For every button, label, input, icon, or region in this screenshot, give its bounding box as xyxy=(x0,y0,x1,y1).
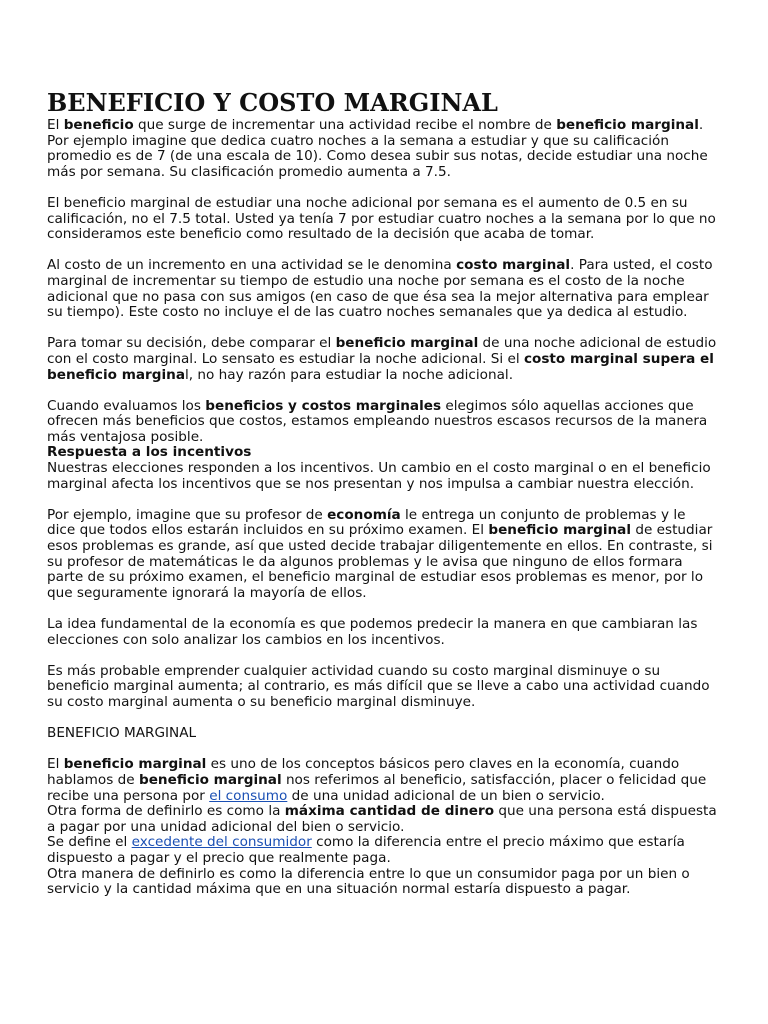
text-run: como la diferencia entre el precio máximo que estaría dispuesto a pagar y el precio que realmente paga. xyxy=(47,834,685,866)
link-excedente-del-consumidor[interactable]: excedente del consumidor xyxy=(131,834,312,851)
bold-term-beneficio-marginal: beneficio marginal xyxy=(488,522,632,539)
subheading-respuesta-incentivos: Respuesta a los incentivos xyxy=(47,444,252,461)
bold-term-beneficio-marginal: beneficio marginal xyxy=(63,756,207,773)
bold-term-beneficio-marginal: beneficio marginal xyxy=(138,771,282,788)
text-run: Por ejemplo, imagine que su profesor de xyxy=(47,506,328,523)
text-run: le entrega un conjunto de problemas y le dice que todos ellos estarán incluidos en su próximo examen. El xyxy=(47,506,686,539)
link-el-consumo[interactable]: el consumo xyxy=(209,787,288,804)
text-run: El xyxy=(47,117,64,133)
document-body xyxy=(47,118,717,898)
bold-term-beneficio-marginal: beneficio marginal xyxy=(335,335,479,352)
text-run: de una noche adicional de estudio con el costo marginal. Lo sensato es estudiar la noche adicional. Si el xyxy=(47,335,717,367)
paragraph-probabilidad: Es más probable emprender cualquier actividad cuando su costo marginal disminuye o su beneficio marginal aumenta; al contrario, es más difícil que se lleve a cabo una actividad cuando su costo marginal aumenta o su beneficio marginal disminuye. xyxy=(47,662,710,710)
text-run: Cuando evaluamos los xyxy=(47,397,206,414)
bold-term-beneficios-costos: beneficios y costos marginales xyxy=(205,397,442,414)
text-run: Para tomar su decisión, debe comparar el xyxy=(47,335,336,352)
text-run: de estudiar esos problemas es grande, así que usted decide trabajar diligentemente en ellos. En contraste, si su profesor de matemáticas le da algunos problemas y le avisa que ninguno de ellos formara parte de su próximo examen, el beneficio marginal de estudiar esos problemas es menor, por lo que seguramente ignorará la mayoría de ellos. xyxy=(47,522,713,601)
paragraph-evaluacion xyxy=(47,399,717,446)
text-run: de una unidad adicional de un bien o servicio. xyxy=(287,787,605,804)
bold-term-beneficio: beneficio xyxy=(63,117,134,133)
text-run: nos referimos al beneficio, satisfacción, placer o felicidad que recibe una persona por xyxy=(47,771,707,804)
paragraph-beneficio-definicion xyxy=(47,118,717,180)
text-run: Al costo de un incremento en una actividad se le denomina xyxy=(47,257,457,274)
text-run: es uno de los conceptos básicos pero claves en la economía, cuando hablamos de xyxy=(47,756,680,788)
page-title: BENEFICIO Y COSTO MARGINAL xyxy=(47,88,498,117)
text-run: elegimos sólo aquellas acciones que ofrecen más beneficios que costos, estamos empleando nuestros escasos recursos de la manera más ventajosa posible. xyxy=(47,397,708,445)
bold-term-economia: economía xyxy=(327,506,401,523)
paragraph-excedente xyxy=(47,835,717,866)
paragraph-idea-fundamental: La idea fundamental de la economía es que podemos predecir la manera en que cambiaran las elecciones con solo analizar los cambios en los incentivos. xyxy=(47,616,698,648)
text-run: El xyxy=(47,756,64,773)
paragraph-maxima-cantidad xyxy=(47,804,717,835)
paragraph-beneficio-ejemplo: El beneficio marginal de estudiar una noche adicional por semana es el aumento de 0.5 en su calificación, no el 7.5 total. Usted ya tenía 7 por estudiar cuatro noches a la semana por lo que no consideramos este beneficio como resultado de la decisión que acaba de tomar. xyxy=(47,194,716,243)
text-run: que una persona está dispuesta a pagar por una unidad adicional del bien o servicio. xyxy=(47,803,717,835)
text-run: Otra forma de definirlo es como la xyxy=(47,803,285,820)
paragraph-incentivos: Nuestras elecciones responden a los incentivos. Un cambio en el costo marginal o en el beneficio marginal afecta los incentivos que se nos presentan y nos impulsa a cambiar nuestra elección. xyxy=(47,460,711,492)
text-run: . Para usted, el costo marginal de incrementar su tiempo de estudio una noche por semana es el costo de la noche adicional que no pasa con sus amigos (en caso de que ésa sea la mejor alternativa para emplear su tiempo). Este costo no incluye el de las cuatro noches semanales que ya dedica al estudio. xyxy=(47,257,713,321)
paragraph-beneficio-concepto xyxy=(47,757,717,804)
bold-term-beneficio-marginal: beneficio marginal xyxy=(556,117,699,133)
paragraph-decision xyxy=(47,336,717,383)
bold-term-costo-supera: costo marginal supera el beneficio margina xyxy=(47,350,714,383)
subheading-beneficio-marginal: BENEFICIO MARGINAL xyxy=(47,725,197,742)
paragraph-otra-manera: Otra manera de definirlo es como la diferencia entre lo que un consumidor paga por un bien o servicio y la cantidad máxima que en una situación normal estaría dispuesto a pagar. xyxy=(47,865,690,898)
text-run: que surge de incrementar una actividad recibe el nombre de xyxy=(133,117,557,133)
paragraph-ejemplo-profesor xyxy=(47,508,717,602)
bold-term-maxima-cantidad: máxima cantidad de dinero xyxy=(284,803,495,820)
text-run: Se define el xyxy=(47,834,132,851)
paragraph-costo-marginal xyxy=(47,258,717,320)
text-run: . Por ejemplo imagine que dedica cuatro noches a la semana a estudiar y que su calificación promedio es de 7 (de una escala de 10). Como desea subir sus notas, decide estudiar una noche más por semana. Su clasificación promedio aumenta a 7.5. xyxy=(47,117,708,180)
bold-term-costo-marginal: costo marginal xyxy=(456,257,571,274)
text-run: l, no hay razón para estudiar la noche adicional. xyxy=(185,366,514,383)
